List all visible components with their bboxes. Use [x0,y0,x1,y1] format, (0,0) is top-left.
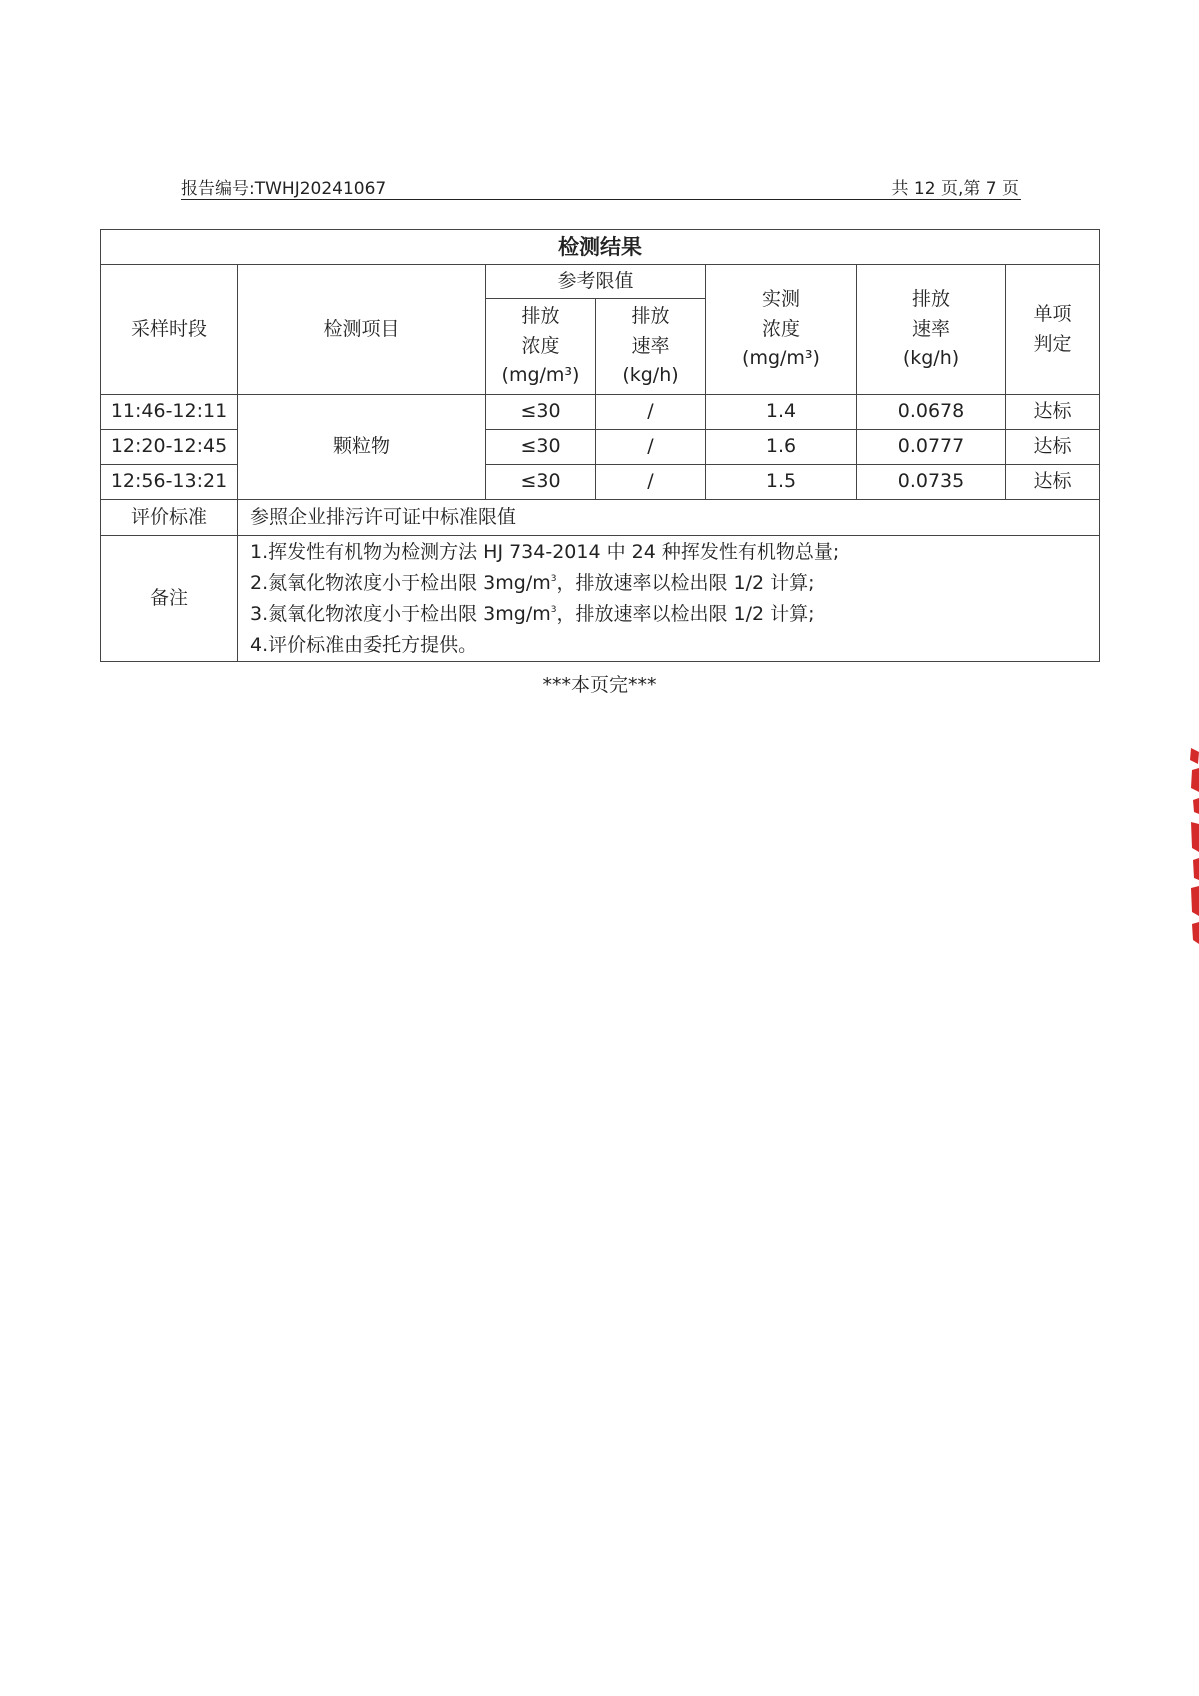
header-item: 检测项目 [238,265,486,395]
page-info: 共 12 页,第 7 页 [891,179,1019,199]
row-rate: 0.0678 [857,395,1006,430]
row-limit-rate: / [596,465,706,500]
row-measured: 1.6 [706,430,857,465]
row-limit-conc: ≤30 [486,465,596,500]
row-limit-rate: / [596,395,706,430]
row-judgment: 达标 [1006,395,1100,430]
table-row [101,395,1100,430]
row-period: 12:56-13:21 [101,465,238,500]
notes-content [238,536,1100,662]
criteria-value: 参照企业排污许可证中标准限值 [238,500,1100,536]
criteria-label: 评价标准 [101,500,238,536]
row-limit-rate: / [596,430,706,465]
header-sampling-period: 采样时段 [101,265,238,395]
notes-label: 备注 [101,536,238,662]
results-table [100,229,1100,662]
table-title: 检测结果 [101,230,1100,265]
row-period: 12:20-12:45 [101,430,238,465]
header-limit-conc: 排放 浓度 (mg/m³) [486,299,596,395]
row-rate: 0.0777 [857,430,1006,465]
note-2: 2.氮氧化物浓度小于检出限 $3mg/m^3$，排放速率以检出限 1/2 计算; [250,571,815,594]
row-judgment: 达标 [1006,465,1100,500]
row-rate: 0.0735 [857,465,1006,500]
row-limit-conc: ≤30 [486,395,596,430]
row-period: 11:46-12:11 [101,395,238,430]
header-limit-rate: 排放 速率 (kg/h) [596,299,706,395]
header-emission-rate: 排放 速率 (kg/h) [857,265,1006,395]
note-3: 3.氮氧化物浓度小于检出限 $3mg/m^3$，排放速率以检出限 1/2 计算; [250,602,815,625]
item-name: 颗粒物 [238,395,486,500]
seal-stamp-fragment [1189,748,1199,944]
header-measured-conc: 实测 浓度 (mg/m³) [706,265,857,395]
report-number: 报告编号:TWHJ20241067 [181,179,387,199]
report-header [181,171,1021,200]
row-measured: 1.4 [706,395,857,430]
row-limit-conc: ≤30 [486,430,596,465]
page-end-mark: ***本页完*** [542,674,657,696]
note-4: 4.评价标准由委托方提供。 [250,633,478,656]
header-judgment: 单项 判定 [1006,265,1100,395]
row-measured: 1.5 [706,465,857,500]
note-1: 1.挥发性有机物为检测方法 HJ 734-2014 中 24 种挥发性有机物总量; [250,540,840,563]
row-judgment: 达标 [1006,430,1100,465]
header-reference-limit: 参考限值 [486,265,706,299]
